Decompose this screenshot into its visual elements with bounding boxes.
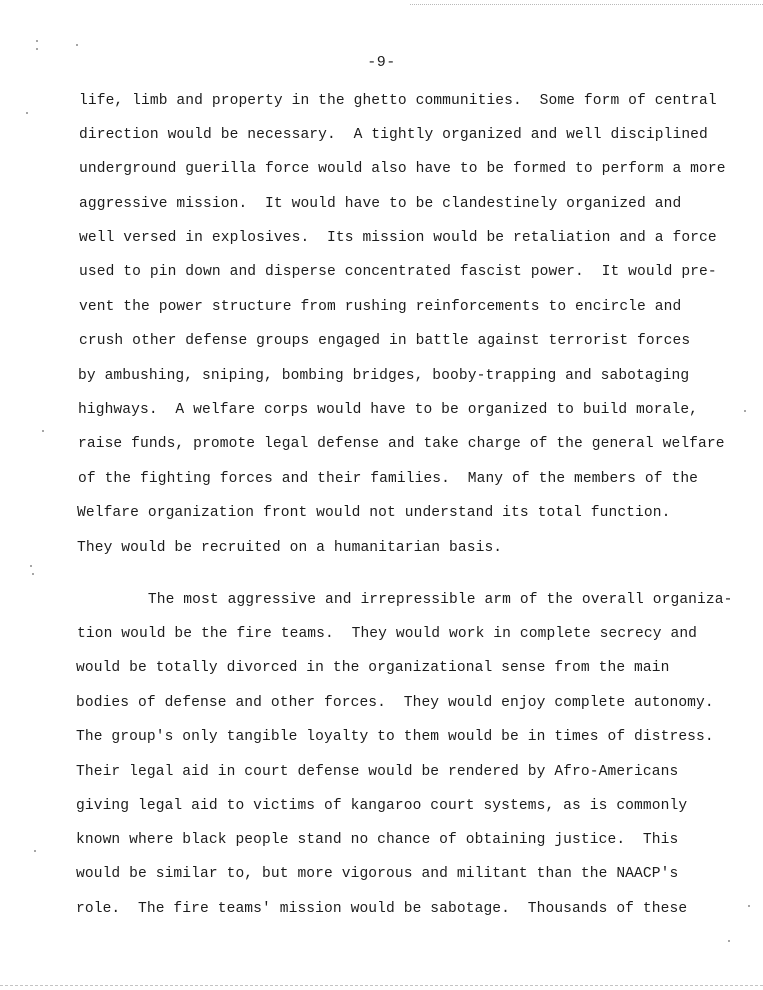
text-line: well versed in explosives. Its mission would be retaliation and a force — [79, 230, 717, 246]
speck — [42, 430, 44, 432]
scan-edge-top — [410, 4, 763, 5]
text-line: known where black people stand no chance of obtaining justice. This — [76, 832, 679, 848]
speck — [36, 40, 38, 42]
speck — [748, 905, 750, 907]
text-line: Welfare organization front would not understand its total function. — [77, 505, 671, 521]
page-number: -9- — [367, 54, 396, 71]
speck — [32, 573, 34, 575]
text-line: tion would be the fire teams. They would work in complete secrecy and — [77, 626, 698, 642]
text-line: crush other defense groups engaged in battle against terrorist forces — [79, 333, 691, 349]
speck — [30, 565, 32, 567]
text-line: The most aggressive and irrepressible arm of the overall organiza- — [77, 592, 733, 608]
text-line: role. The fire teams' mission would be sabotage. Thousands of these — [76, 901, 688, 917]
text-line: underground guerilla force would also have to be formed to perform a more — [79, 161, 726, 177]
text-line: raise funds, promote legal defense and take charge of the general welfare — [78, 436, 725, 452]
text-line: They would be recruited on a humanitarian basis. — [77, 540, 503, 556]
text-line: used to pin down and disperse concentrated fascist power. It would pre- — [79, 264, 717, 280]
speck — [744, 410, 746, 412]
scan-edge-bottom — [0, 985, 763, 986]
speck — [26, 112, 28, 114]
text-line: aggressive mission. It would have to be clandestinely organized and — [79, 196, 682, 212]
text-line: highways. A welfare corps would have to be organized to build morale, — [78, 402, 699, 418]
speck — [36, 48, 38, 50]
text-line: would be similar to, but more vigorous and militant than the NAACP's — [76, 866, 679, 882]
text-line: life, limb and property in the ghetto communities. Some form of central — [79, 93, 717, 109]
text-line: bodies of defense and other forces. They would enjoy complete autonomy. — [76, 695, 714, 711]
text-line: by ambushing, sniping, bombing bridges, booby-trapping and sabotaging — [78, 368, 690, 384]
text-line: direction would be necessary. A tightly organized and well disciplined — [79, 127, 708, 143]
speck — [76, 44, 78, 46]
text-line: The group's only tangible loyalty to them would be in times of distress. — [76, 729, 714, 745]
text-line: of the fighting forces and their families. Many of the members of the — [78, 471, 699, 487]
text-line: Their legal aid in court defense would be rendered by Afro-Americans — [76, 764, 679, 780]
text-line: giving legal aid to victims of kangaroo court systems, as is commonly — [76, 798, 688, 814]
text-line: vent the power structure from rushing reinforcements to encircle and — [79, 299, 682, 315]
speck — [34, 850, 36, 852]
speck — [728, 940, 730, 942]
text-line: would be totally divorced in the organizational sense from the main — [76, 660, 670, 676]
